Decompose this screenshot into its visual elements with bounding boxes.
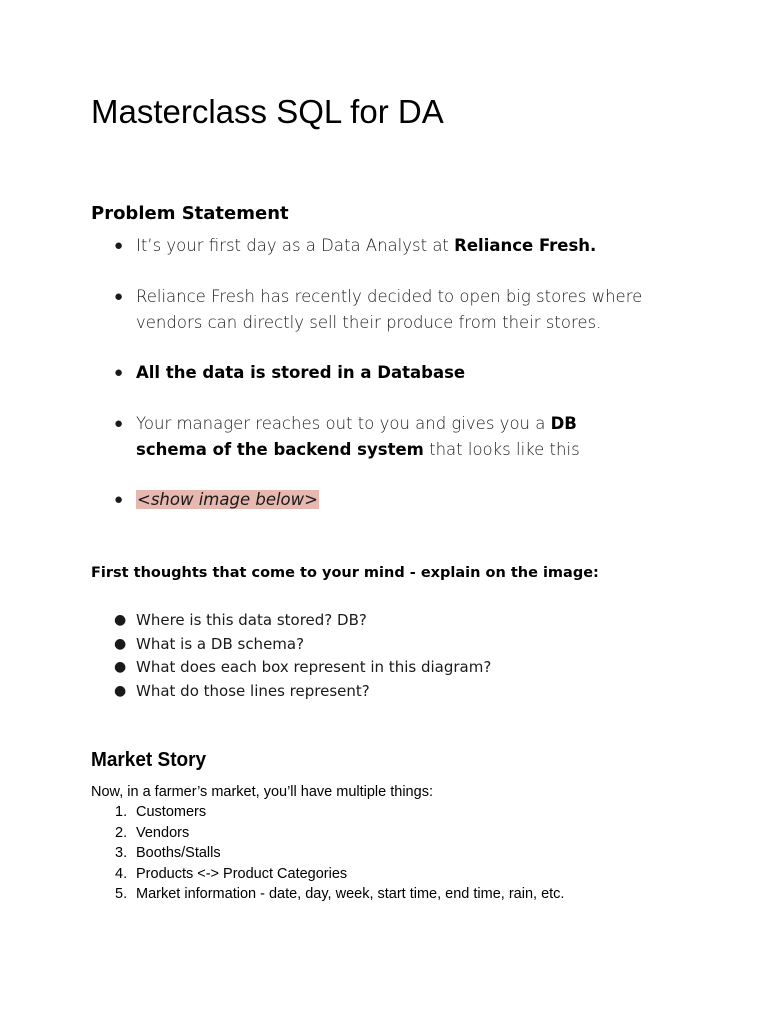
list-item [91,609,711,633]
list-number: 1. [115,804,128,820]
list-number: 4. [115,865,128,882]
bullet-icon: ● [114,236,124,254]
question-text: Where is this data stored? DB? [136,611,367,629]
list-item [91,284,716,335]
problem-statement-heading: Problem Statement [91,203,289,224]
list-item [91,864,564,885]
bullet-text-line1: Reliance Fresh has recently decided to open big stores where [136,287,643,306]
list-item [91,656,711,680]
document-title: Masterclass SQL for DA [91,93,444,130]
list-item [91,360,716,386]
bullet-text: Your manager reaches out to you and gives you a [136,414,551,433]
list-item-text: Vendors [136,824,190,841]
bullet-icon: ● [114,635,127,652]
list-item-text: Products <-> Product Categories [136,865,348,882]
list-item-text: Market information - date, day, week, start time, end time, rain, etc. [136,886,565,903]
bullet-bold-line1: DB [550,414,577,433]
list-item [91,487,716,513]
bullet-icon: ● [114,287,124,305]
list-item [91,633,711,657]
market-story-heading: Market Story [91,749,207,771]
list-item [91,843,564,864]
list-item [91,233,716,259]
bullet-text-tail: that looks like this [423,439,580,459]
bullet-icon: ● [114,659,127,675]
bullet-icon: ● [114,363,124,381]
market-things-list [91,802,564,905]
list-item [91,411,716,462]
image-placeholder-highlight: <show image below> [137,490,318,509]
question-text: What is a DB schema? [136,634,305,653]
bullet-text: All the data is stored in a Database [136,363,466,382]
bullet-bold-line2: schema of the backend system [136,439,424,459]
first-thoughts-list [91,609,711,703]
list-item-text: Booths/Stalls [136,845,221,862]
first-thoughts-heading: First thoughts that come to your mind - explain on the image: [91,565,599,581]
bullet-text-line2: vendors can directly sell their produce from their stores. [136,312,602,332]
bullet-icon: ● [114,612,127,628]
bullet-icon: ● [114,490,124,508]
market-story-intro: Now, in a farmer’s market, you’ll have multiple things: [91,784,433,800]
list-number: 3. [115,845,128,862]
list-item [91,680,711,704]
bullet-icon: ● [114,682,127,699]
bullet-icon: ● [114,414,124,432]
list-item [91,823,564,844]
list-item [91,884,564,905]
company-name: Reliance Fresh. [454,236,597,255]
question-text: What do those lines represent? [136,681,370,700]
bullet-text: It’s your first day as a Data Analyst at [136,236,455,255]
list-number: 5. [115,886,128,903]
question-text: What does each box represent in this diagram? [136,658,492,676]
list-number: 2. [115,824,128,841]
list-item [91,802,564,823]
list-item-text: Customers [136,804,207,820]
